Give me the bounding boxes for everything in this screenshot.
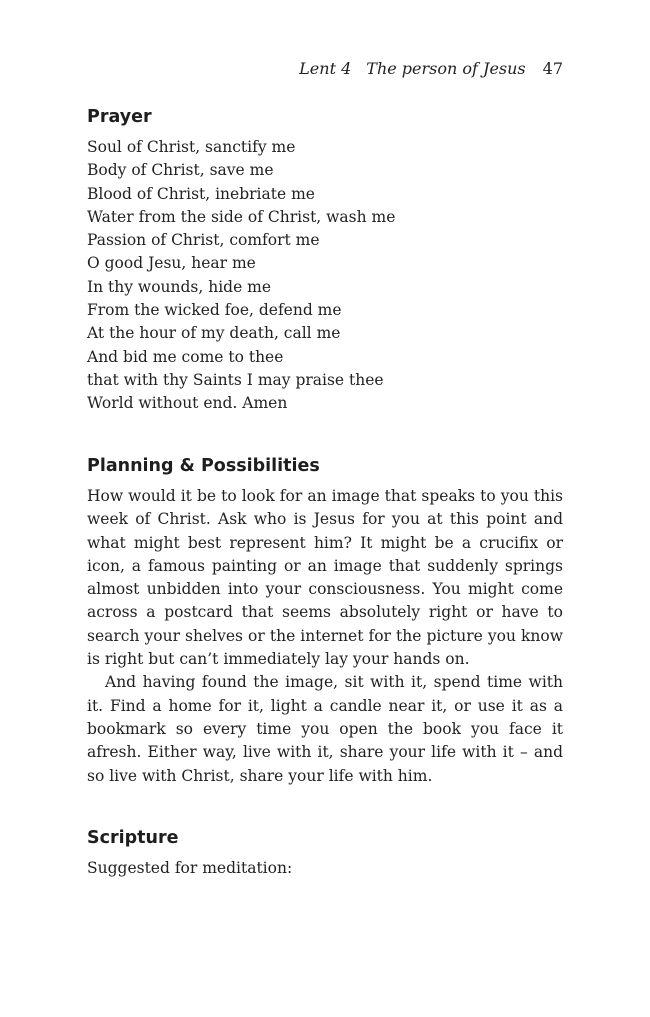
prayer-heading: Prayer — [87, 107, 152, 127]
prayer-line: World without end. Amen — [87, 394, 288, 413]
running-head — [299, 58, 563, 80]
prayer-line: Soul of Christ, sanctify me — [87, 138, 296, 156]
prayer-line: In thy wounds, hide me — [87, 277, 272, 296]
prayer-line: O good Jesu, hear me — [87, 254, 256, 273]
prayer-line: From the wicked foe, defend me — [87, 301, 342, 320]
prayer-line: Body of Christ, save me — [87, 161, 274, 180]
planning-heading: Planning & Possibilities — [87, 456, 320, 476]
planning-paragraph: And having found the image, sit with it, spend time with it. Find a home for it, light a candle near it, or use it as a bookmark so every time you open the book you face it afresh. Either way, live with it, share your life with it – and so live with Christ, share your life with him. — [87, 673, 563, 785]
prayer-line: And bid me come to thee — [87, 347, 284, 366]
page-number: 47 — [542, 59, 563, 78]
prayer-lines — [87, 136, 395, 416]
prayer-line: Water from the side of Christ, wash me — [87, 207, 396, 226]
scripture-intro: Suggested for meditation: — [87, 859, 293, 877]
prayer-line: that with thy Saints I may praise thee — [87, 370, 384, 389]
planning-body — [87, 485, 563, 788]
running-head-section: Lent 4 — [299, 59, 352, 78]
prayer-line: Blood of Christ, inebriate me — [87, 184, 315, 203]
planning-paragraph: How would it be to look for an image that speaks to you this week of Christ. Ask who is Jesus for you at this point and what might best represent him? It might be a crucifix or icon, a famous painting or an image that suddenly springs almost unbidden into your consciousness. You might come across a postcard that seems absolutely right or have to search your shelves or the internet for the picture you know is right but can’t immediately lay your hands on. — [87, 487, 563, 669]
prayer-line: At the hour of my death, call me — [87, 324, 341, 343]
prayer-line: Passion of Christ, comfort me — [87, 231, 320, 250]
running-head-title: The person of Jesus — [366, 59, 526, 78]
scripture-heading: Scripture — [87, 828, 179, 848]
